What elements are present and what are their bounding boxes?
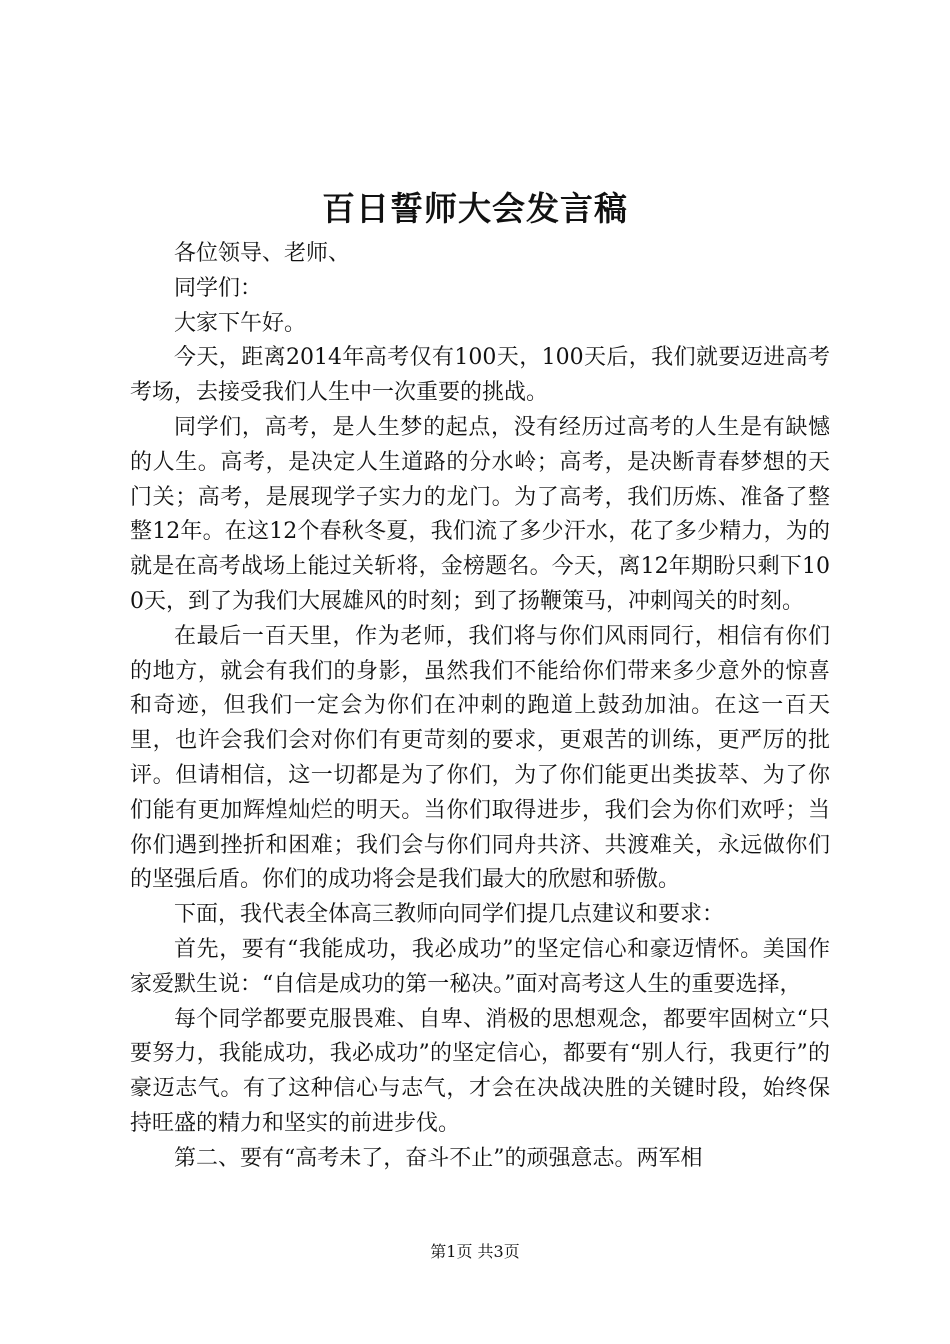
greeting-line-2: 同学们： (174, 275, 263, 301)
paragraph: 在最后一百天里，作为老师，我们将与你们风雨同行，相信有你们的地方，就会有我们的身影，虽然我们不能给你们带来多少意外的惊喜和奇迹，但我们一定会为你们在冲刺的跑道上鼓劲加油。在这一百天里，也许会我们会对你们有更苛刻的要求，更艰苦的训练，更严厉的批评。但请相信，这一切都是为了你们，为了你们能更出类拔萃、为了你们能有更加辉煌灿烂的明天。当你们取得进步，我们会为你们欢呼；当你们遇到挫折和困难；我们会与你们同舟共济、共渡难关，永远做你们的坚强后盾。你们的成功将会是我们最大的欣慰和骄傲。 (130, 623, 830, 893)
paragraph: 同学们，高考，是人生梦的起点，没有经历过高考的人生是有缺憾的人生。高考，是决定人生道路的分水岭；高考，是决断青春梦想的天门关；高考，是展现学子实力的龙门。为了高考，我们历炼、准备了整整12年。在这12个春秋冬夏，我们流了多少汗水，花了多少精力，为的就是在高考战场上能过关斩将，金榜题名。今天，离12年期盼只剩下100天，到了为我们大展雄风的时刻；到了扬鞭策马，冲刺闯关的时刻。 (130, 414, 830, 614)
page-number-footer: 第1页 共3页 (430, 1242, 520, 1261)
greeting-line-1: 各位领导、老师、 (174, 241, 351, 266)
paragraph: 首先，要有“我能成功，我必成功”的坚定信心和豪迈情怀。美国作家爱默生说：“自信是成功的第一秘决。”面对高考这人生的重要选择， (130, 936, 830, 997)
paragraph: 下面，我代表全体高三教师向同学们提几点建议和要求： (174, 902, 725, 928)
paragraph: 每个同学都要克服畏难、自卑、消极的思想观念，都要牢固树立“只要努力，我能成功，我必成功”的坚定信心，都要有“别人行，我更行”的豪迈志气。有了这种信心与志气，才会在决战决胜的关键时段，始终保持旺盛的精力和坚实的前进步伐。 (130, 1006, 830, 1136)
paragraph: 今天，距离2014年高考仅有100天，100天后，我们就要迈进高考考场，去接受我们人生中一次重要的挑战。 (130, 345, 830, 406)
paragraph: 第二、要有“高考未了，奋斗不止”的顽强意志。两军相 (174, 1145, 703, 1171)
document-title: 百日誓师大会发言稿 (322, 189, 628, 228)
greeting-line-3: 大家下午好。 (174, 310, 307, 336)
document-body (130, 237, 830, 1177)
